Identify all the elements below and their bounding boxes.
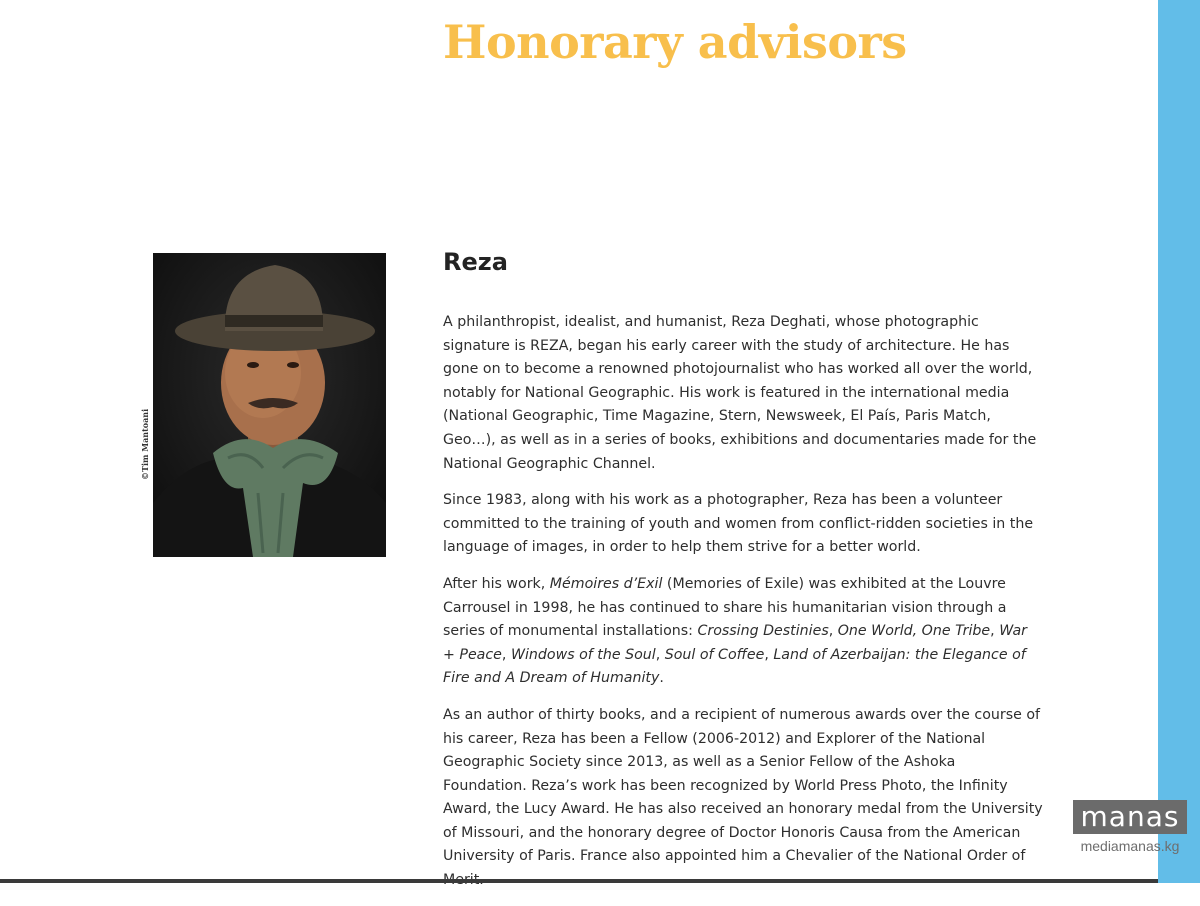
italic-title: Windows of the Soul xyxy=(510,646,656,663)
bio-text: A philanthropist, idealist, and humanist, Reza Deghati, whose photographic signature is REZA, began his early career with the study of architecture. He has gone on to become a renowned photojournalist who has worked all over the world, notably for National Geographic. His work is featured in the international media (National Geographic, Time Magazine, Stern, Newsweek, El País, Paris Match, Geo…), as well as in a series of books, exhibitions and documentaries made for the National Geographic Channel. xyxy=(443,314,1037,472)
bio-text: Since 1983, along with his work as a photographer, Reza has been a volunteer committed to the training of youth and women from conflict-ridden societies in the language of images, in order to help them strive for a better world. xyxy=(443,492,1034,556)
advisor-biography xyxy=(443,311,1043,906)
advisor-name: Reza xyxy=(443,248,508,276)
bio-text: (Memories of Exile) was exhibited at the Louvre Carrousel in 1998, he has continued to share his humanitarian vision through a series of monumental installations: xyxy=(443,575,1007,640)
page-title: Honorary advisors xyxy=(443,15,907,69)
bio-text: , xyxy=(990,623,1000,640)
bio-text: , xyxy=(655,646,665,663)
bio-text: As an author of thirty books, and a recipient of numerous awards over the course of his career, Reza has been a Fellow (2006-2012) and Explorer of the National Geographic Society since 2013, as well as a Senior Fellow of the Ashoka Foundation. Reza’s work has been recognized by World Press Photo, the Infinity Award, the Lucy Award. He has also received an honorary medal from the University of Missouri, and the honorary degree of Doctor Honoris Causa from the American University of Paris. France also appointed him a Chevalier of the National Order of xyxy=(443,706,1043,865)
portrait-illustration xyxy=(153,253,386,557)
bio-text: , xyxy=(764,646,774,663)
manas-logo: manas xyxy=(1073,800,1187,834)
watermark-url: mediamanas.kg xyxy=(1080,838,1180,854)
bio-text: , xyxy=(501,646,511,663)
bio-paragraph xyxy=(443,704,1043,893)
photo-credit: ©Tim Mantoani xyxy=(140,408,150,480)
italic-title: Land of Azerbaijan: the Elegance of Fire and A Dream of Humanity xyxy=(443,646,1026,687)
italic-title: One World, One Tribe xyxy=(837,623,991,640)
watermark xyxy=(1070,800,1190,860)
bio-paragraph xyxy=(443,573,1043,691)
bio-paragraph xyxy=(443,311,1043,476)
italic-title: Crossing Destinies xyxy=(697,623,829,640)
side-color-bar xyxy=(1158,0,1200,883)
bio-text: , xyxy=(828,623,838,640)
bio-paragraph xyxy=(443,489,1043,560)
bio-text: . xyxy=(659,670,664,687)
italic-title: War + Peace xyxy=(443,623,1027,663)
italic-title: Mémoires d’Exil xyxy=(549,575,663,592)
bottom-divider xyxy=(0,879,1158,883)
advisor-portrait-photo xyxy=(153,253,386,557)
bio-text: After his work, xyxy=(443,575,550,592)
italic-title: Soul of Coffee xyxy=(664,646,765,663)
